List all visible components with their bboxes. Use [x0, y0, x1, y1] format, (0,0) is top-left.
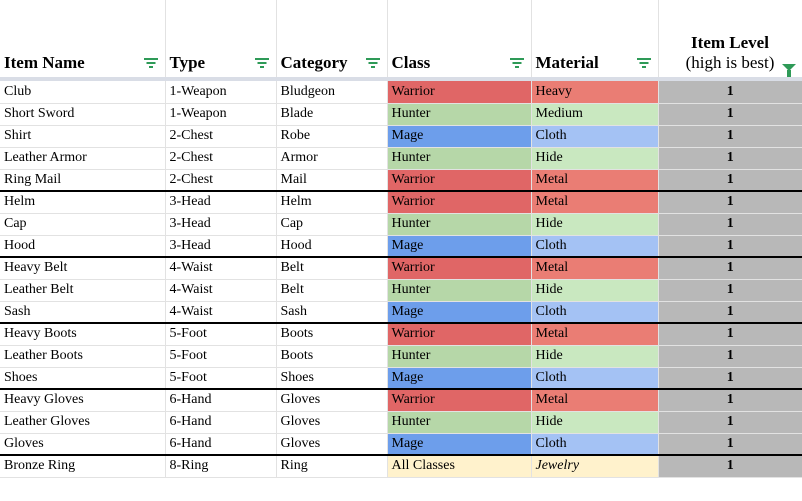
table-row — [0, 81, 802, 103]
cell-type[interactable]: 4-Waist — [165, 301, 276, 323]
cell-material[interactable]: Cloth — [531, 301, 658, 323]
cell-item-name[interactable]: Leather Belt — [0, 279, 165, 301]
cell-item-level[interactable]: 1 — [658, 147, 802, 169]
cell-type[interactable]: 3-Head — [165, 235, 276, 257]
header-category[interactable] — [276, 0, 387, 77]
cell-category[interactable]: Mail — [276, 169, 387, 191]
header-item-name-label: Item Name — [4, 53, 85, 72]
header-item-level-label: Item Level — [691, 33, 769, 52]
cell-item-name[interactable]: Leather Armor — [0, 147, 165, 169]
table-row — [0, 367, 802, 389]
cell-material[interactable]: Cloth — [531, 367, 658, 389]
cell-item-level[interactable]: 1 — [658, 455, 802, 477]
table-row — [0, 411, 802, 433]
table-row — [0, 279, 802, 301]
cell-item-name[interactable]: Shirt — [0, 125, 165, 147]
cell-category[interactable]: Helm — [276, 191, 387, 213]
cell-type[interactable]: 1-Weapon — [165, 81, 276, 103]
cell-class[interactable]: Warrior — [387, 389, 531, 411]
cell-type[interactable]: 6-Hand — [165, 389, 276, 411]
header-category-label: Category — [280, 53, 348, 72]
cell-item-level[interactable]: 1 — [658, 257, 802, 279]
header-item-level-sublabel: (high is best) — [685, 53, 775, 72]
cell-class[interactable]: Mage — [387, 235, 531, 257]
cell-item-name[interactable]: Heavy Gloves — [0, 389, 165, 411]
cell-material[interactable]: Hide — [531, 411, 658, 433]
cell-category[interactable]: Armor — [276, 147, 387, 169]
filter-lines-icon[interactable] — [637, 58, 651, 70]
cell-category[interactable]: Belt — [276, 279, 387, 301]
table-row — [0, 257, 802, 279]
cell-item-level[interactable]: 1 — [658, 125, 802, 147]
cell-material[interactable]: Hide — [531, 213, 658, 235]
cell-class[interactable]: Mage — [387, 433, 531, 455]
cell-class[interactable]: All Classes — [387, 455, 531, 477]
cell-item-level[interactable]: 1 — [658, 191, 802, 213]
cell-class[interactable]: Hunter — [387, 213, 531, 235]
header-class-label: Class — [391, 53, 431, 72]
cell-item-name[interactable]: Short Sword — [0, 103, 165, 125]
cell-material[interactable]: Metal — [531, 389, 658, 411]
cell-material[interactable]: Hide — [531, 279, 658, 301]
cell-type[interactable]: 2-Chest — [165, 169, 276, 191]
filter-lines-icon[interactable] — [510, 58, 524, 70]
cell-category[interactable]: Gloves — [276, 389, 387, 411]
cell-item-name[interactable]: Hood — [0, 235, 165, 257]
table-row — [0, 169, 802, 191]
header-type[interactable] — [165, 0, 276, 77]
cell-category[interactable]: Sash — [276, 301, 387, 323]
cell-class[interactable]: Warrior — [387, 323, 531, 345]
header-class[interactable] — [387, 0, 531, 77]
cell-item-name[interactable]: Club — [0, 81, 165, 103]
header-item-name[interactable] — [0, 0, 165, 77]
cell-category[interactable]: Robe — [276, 125, 387, 147]
cell-item-name[interactable]: Heavy Boots — [0, 323, 165, 345]
cell-item-level[interactable]: 1 — [658, 235, 802, 257]
cell-item-name[interactable]: Gloves — [0, 433, 165, 455]
cell-class[interactable]: Warrior — [387, 257, 531, 279]
table-row — [0, 147, 802, 169]
cell-type[interactable]: 4-Waist — [165, 257, 276, 279]
cell-type[interactable]: 5-Foot — [165, 367, 276, 389]
header-material[interactable] — [531, 0, 658, 77]
table-body — [0, 81, 802, 477]
cell-item-name[interactable]: Heavy Belt — [0, 257, 165, 279]
filter-lines-icon[interactable] — [366, 58, 380, 70]
table-row — [0, 389, 802, 411]
cell-type[interactable]: 3-Head — [165, 191, 276, 213]
table-row — [0, 103, 802, 125]
cell-category[interactable]: Boots — [276, 323, 387, 345]
cell-type[interactable]: 2-Chest — [165, 125, 276, 147]
cell-class[interactable]: Hunter — [387, 411, 531, 433]
cell-class[interactable]: Warrior — [387, 169, 531, 191]
table-row — [0, 323, 802, 345]
table-row — [0, 345, 802, 367]
cell-material[interactable]: Metal — [531, 323, 658, 345]
cell-item-level[interactable]: 1 — [658, 81, 802, 103]
cell-material[interactable]: Metal — [531, 169, 658, 191]
cell-category[interactable]: Belt — [276, 257, 387, 279]
cell-item-name[interactable]: Sash — [0, 301, 165, 323]
cell-class[interactable]: Mage — [387, 367, 531, 389]
cell-category[interactable]: Ring — [276, 455, 387, 477]
cell-item-level[interactable]: 1 — [658, 279, 802, 301]
cell-type[interactable]: 5-Foot — [165, 345, 276, 367]
cell-item-level[interactable]: 1 — [658, 433, 802, 455]
header-type-label: Type — [169, 53, 206, 72]
cell-category[interactable]: Gloves — [276, 433, 387, 455]
cell-category[interactable]: Shoes — [276, 367, 387, 389]
table-row — [0, 125, 802, 147]
cell-type[interactable]: 2-Chest — [165, 147, 276, 169]
header-row — [0, 0, 802, 77]
cell-material[interactable]: Heavy — [531, 81, 658, 103]
cell-item-level[interactable]: 1 — [658, 367, 802, 389]
cell-item-name[interactable]: Leather Gloves — [0, 411, 165, 433]
table-row — [0, 433, 802, 455]
table-row — [0, 213, 802, 235]
cell-category[interactable]: Cap — [276, 213, 387, 235]
cell-material[interactable]: Jewelry — [531, 455, 658, 477]
cell-type[interactable]: 3-Head — [165, 213, 276, 235]
cell-category[interactable]: Blade — [276, 103, 387, 125]
cell-item-name[interactable]: Bronze Ring — [0, 455, 165, 477]
cell-material[interactable]: Cloth — [531, 433, 658, 455]
cell-class[interactable]: Hunter — [387, 279, 531, 301]
cell-material[interactable]: Metal — [531, 191, 658, 213]
table-row — [0, 455, 802, 477]
cell-item-level[interactable]: 1 — [658, 103, 802, 125]
cell-material[interactable]: Metal — [531, 257, 658, 279]
cell-category[interactable]: Boots — [276, 345, 387, 367]
cell-material[interactable]: Cloth — [531, 235, 658, 257]
cell-type[interactable]: 6-Hand — [165, 411, 276, 433]
cell-category[interactable]: Bludgeon — [276, 81, 387, 103]
cell-class[interactable]: Hunter — [387, 103, 531, 125]
table-row — [0, 191, 802, 213]
cell-item-name[interactable]: Leather Boots — [0, 345, 165, 367]
cell-type[interactable]: 5-Foot — [165, 323, 276, 345]
filter-lines-icon[interactable] — [255, 58, 269, 70]
cell-type[interactable]: 8-Ring — [165, 455, 276, 477]
table-row — [0, 235, 802, 257]
cell-class[interactable]: Hunter — [387, 147, 531, 169]
cell-class[interactable]: Mage — [387, 301, 531, 323]
cell-material[interactable]: Medium — [531, 103, 658, 125]
header-item-level[interactable] — [658, 0, 802, 77]
cell-class[interactable]: Warrior — [387, 81, 531, 103]
table-row — [0, 301, 802, 323]
cell-item-level[interactable]: 1 — [658, 323, 802, 345]
cell-material[interactable]: Hide — [531, 345, 658, 367]
cell-item-level[interactable]: 1 — [658, 345, 802, 367]
cell-category[interactable]: Hood — [276, 235, 387, 257]
cell-class[interactable]: Warrior — [387, 191, 531, 213]
cell-item-name[interactable]: Cap — [0, 213, 165, 235]
cell-class[interactable]: Mage — [387, 125, 531, 147]
filter-lines-icon[interactable] — [144, 58, 158, 70]
cell-category[interactable]: Gloves — [276, 411, 387, 433]
cell-material[interactable]: Cloth — [531, 125, 658, 147]
cell-material[interactable]: Hide — [531, 147, 658, 169]
cell-type[interactable]: 4-Waist — [165, 279, 276, 301]
filter-funnel-icon[interactable] — [782, 64, 796, 71]
cell-item-level[interactable]: 1 — [658, 169, 802, 191]
header-material-label: Material — [535, 53, 599, 72]
cell-item-name[interactable]: Shoes — [0, 367, 165, 389]
cell-item-name[interactable]: Helm — [0, 191, 165, 213]
cell-item-level[interactable]: 1 — [658, 213, 802, 235]
cell-item-level[interactable]: 1 — [658, 389, 802, 411]
cell-item-level[interactable]: 1 — [658, 411, 802, 433]
cell-item-level[interactable]: 1 — [658, 301, 802, 323]
cell-type[interactable]: 6-Hand — [165, 433, 276, 455]
cell-item-name[interactable]: Ring Mail — [0, 169, 165, 191]
cell-type[interactable]: 1-Weapon — [165, 103, 276, 125]
cell-class[interactable]: Hunter — [387, 345, 531, 367]
